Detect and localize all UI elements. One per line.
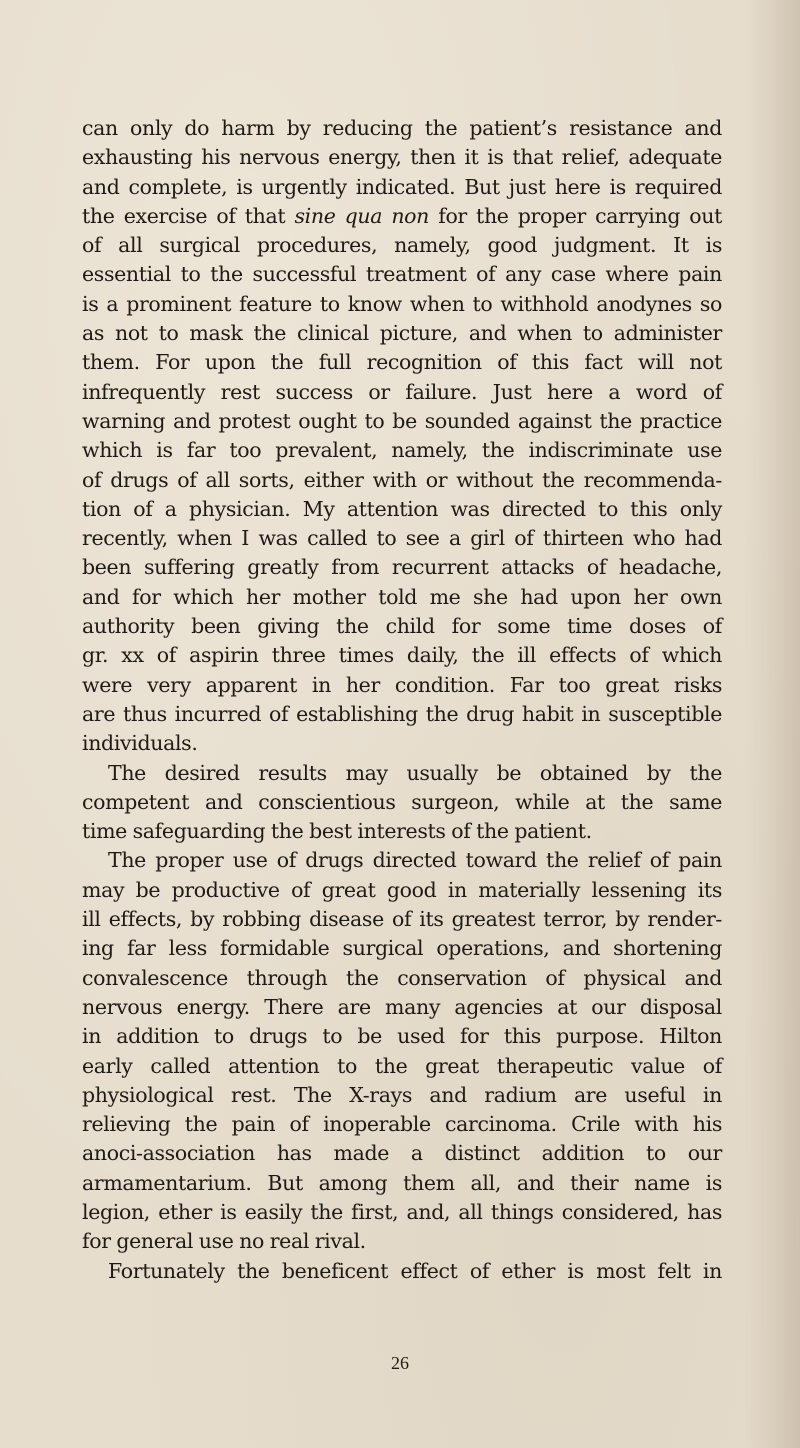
text-line: relieving the pain of inoperable carcinoma. Crile with his: [82, 1112, 722, 1137]
text-line: [82, 202, 722, 231]
text-line: recently, when I was called to see a girl of thirteen who had: [82, 526, 722, 551]
text-line: can only do harm by reducing the patient’s resistance and: [82, 116, 722, 140]
text-line: anoci-association has made a distinct addition to our: [82, 1141, 722, 1166]
text-line: legion, ether is easily the first, and, all things considered, has: [82, 1199, 722, 1224]
paragraph-first-line: The proper use of drugs directed toward the relief of pain: [108, 848, 722, 873]
text-line: early called attention to the great therapeutic value of: [82, 1053, 722, 1078]
text-line: been suffering greatly from recurrent attacks of headache,: [82, 555, 722, 580]
text-line: ing far less formidable surgical operations, and shortening: [82, 936, 722, 961]
text-line: as not to mask the clinical picture, and when to administer: [82, 321, 722, 346]
text-line: which is far too prevalent, namely, the indiscriminate use: [82, 438, 722, 463]
text-line: physiological rest. The X-rays and radium are useful in: [82, 1082, 722, 1107]
text-line: time safeguarding the best interests of the patient.: [82, 819, 592, 844]
text-line: in addition to drugs to be used for this purpose. Hilton: [82, 1024, 722, 1049]
text-line: them. For upon the full recognition of this fact will not: [82, 350, 722, 375]
text-line: of drugs of all sorts, either with or without the recommenda-: [82, 467, 722, 492]
text-line: gr. xx of aspirin three times daily, the ill effects of which: [82, 643, 722, 668]
text-line: essential to the successful treatment of any case where pain: [82, 262, 722, 287]
text-line: may be productive of great good in materially lessening its: [82, 877, 722, 902]
text-line: nervous energy. There are many agencies at our disposal: [82, 994, 722, 1019]
text-line: and complete, is urgently indicated. But just here is required: [82, 174, 722, 199]
text-line: is a prominent feature to know when to withhold anodynes so: [82, 291, 722, 316]
page-body: [82, 114, 722, 1286]
text-line: tion of a physician. My attention was directed to this only: [82, 496, 722, 521]
text-line: for general use no real rival.: [82, 1229, 366, 1254]
text-line: were very apparent in her condition. Far too great risks: [82, 672, 722, 697]
text-run: for the proper carrying out: [429, 203, 723, 228]
text-line: exhausting his nervous energy, then it is that relief, adequate: [82, 145, 722, 170]
text-line: individuals.: [82, 731, 198, 756]
paragraph-first-line: The desired results may usually be obtained by the: [108, 760, 722, 785]
page-number: 26: [391, 1353, 409, 1373]
text-line: convalescence through the conservation of physical and: [82, 965, 722, 990]
text-line: authority been giving the child for some time doses of: [82, 614, 722, 639]
paragraph-first-line: Fortunately the beneficent effect of ether is most felt in: [108, 1258, 722, 1283]
text-line: of all surgical procedures, namely, good judgment. It is: [82, 233, 722, 258]
text-line: ill effects, by robbing disease of its greatest terror, by render-: [82, 907, 722, 932]
text-run: the exercise of that: [82, 203, 295, 228]
text-line: warning and protest ought to be sounded against the practice: [82, 408, 722, 433]
text-line: competent and conscientious surgeon, while at the same: [82, 789, 722, 814]
italic-phrase: sine qua non: [294, 203, 430, 228]
text-line: infrequently rest success or failure. Just here a word of: [82, 379, 722, 404]
text-line: are thus incurred of establishing the drug habit in susceptible: [82, 701, 722, 726]
text-line: armamentarium. But among them all, and their name is: [82, 1170, 722, 1195]
text-line: and for which her mother told me she had upon her own: [82, 584, 722, 609]
